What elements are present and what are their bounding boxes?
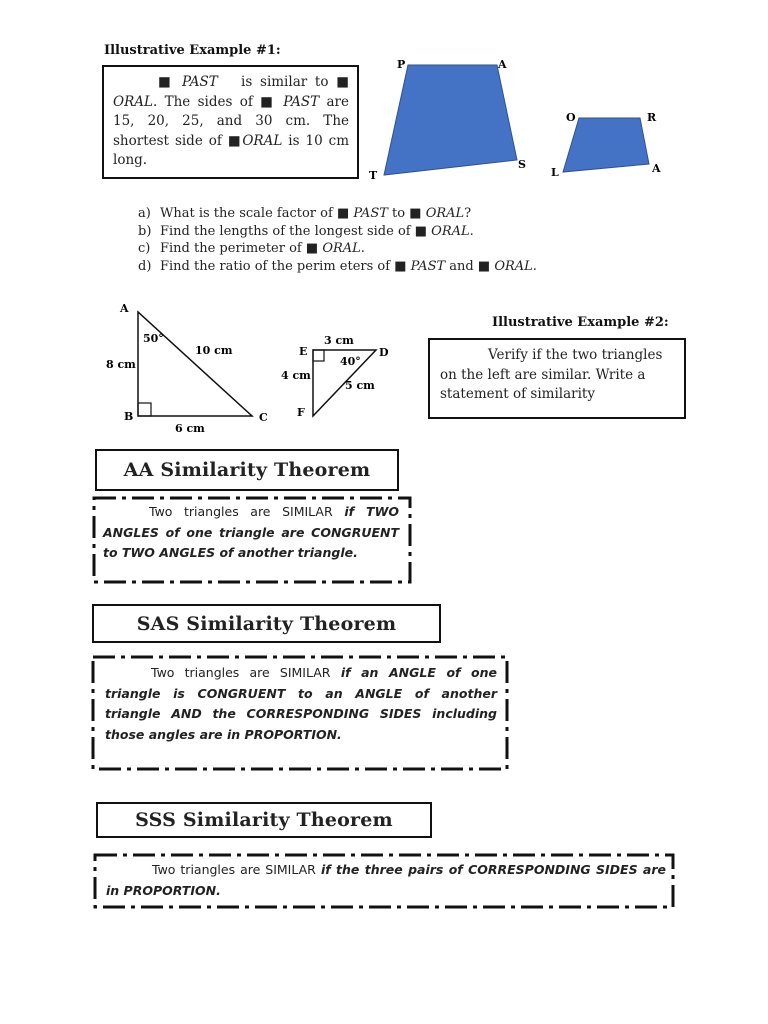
square-icon: ■ — [260, 93, 276, 110]
label-vertex-c: C — [259, 411, 268, 424]
square-icon: ■ — [414, 223, 428, 239]
sas-theorem-title: SAS Similarity Theorem — [92, 604, 441, 643]
example2-box — [428, 338, 686, 419]
label-vertex-e: E — [299, 345, 308, 358]
quadrilateral-figures — [360, 50, 680, 185]
aa-theorem-body: Two triangles are SIMILAR if TWO ANGLES of one triangle are CONGRUENT to TWO ANGLES of another triangle. — [103, 504, 400, 560]
square-icon: ■ — [477, 258, 491, 274]
label-a2: A — [652, 162, 661, 175]
right-angle-marker — [138, 403, 151, 416]
angle-d-label: 40° — [340, 355, 361, 368]
label-r: R — [647, 111, 657, 124]
side-ef-label: 4 cm — [281, 369, 311, 382]
square-icon: ■ — [336, 206, 350, 221]
side-fd-label: 5 cm — [345, 379, 375, 392]
list-item: b) Find the lengths of the longest side of ■ ORAL. — [138, 223, 474, 239]
example2-text: Verify if the two triangles on the left are similar. Write a statement of similarity — [440, 347, 663, 402]
label-vertex-d: D — [379, 346, 389, 359]
label-vertex-a: A — [120, 302, 129, 315]
label-t: T — [369, 169, 378, 182]
right-angle-marker — [313, 350, 324, 361]
list-item: d) Find the ratio of the perim eters of ■ PAST and ■ ORAL. — [138, 258, 537, 274]
example1-text: ■ PAST is similar to ■ ORAL. The sides of ■ PAST are 15, 20, 25, and 30 cm. The shortest side of ■ORAL is 10 cm long. — [113, 74, 350, 168]
label-p: P — [397, 58, 406, 71]
label-a1: A — [498, 58, 507, 71]
label-o: O — [566, 111, 576, 124]
sss-theorem-body: Two triangles are SIMILAR if the three pairs of CORRESPONDING SIDES are in PROPORTION. — [106, 862, 667, 898]
side-ed-label: 3 cm — [324, 334, 354, 347]
square-icon: ■ — [305, 241, 319, 256]
example1-box — [102, 65, 359, 179]
triangle-abc — [138, 312, 252, 416]
side-ac-label: 10 cm — [195, 344, 233, 357]
square-icon: ■ — [409, 206, 422, 221]
label-vertex-b: B — [124, 410, 134, 423]
aa-theorem-title: AA Similarity Theorem — [95, 449, 399, 491]
label-s: S — [518, 158, 526, 171]
question-list — [138, 205, 537, 275]
side-bc-label: 6 cm — [175, 422, 205, 435]
example1-title: Illustrative Example #1: — [104, 43, 281, 58]
side-ab-label: 8 cm — [106, 358, 136, 371]
quadrilateral-oral — [563, 118, 649, 172]
sss-theorem-title: SSS Similarity Theorem — [96, 802, 432, 838]
square-icon: ■ — [227, 132, 243, 149]
label-vertex-f: F — [297, 406, 305, 419]
triangle-figures — [100, 298, 400, 438]
list-item: c) Find the perimeter of ■ ORAL. — [138, 241, 365, 256]
sas-theorem-body: Two triangles are SIMILAR if an ANGLE of one triangle is CONGRUENT to an ANGLE of another triangle AND the CORRESPONDING SIDES including those angles are in PROPORTION. — [105, 665, 498, 742]
square-icon: ■ — [394, 258, 407, 274]
example2-title: Illustrative Example #2: — [492, 315, 669, 330]
square-icon: ■ — [336, 74, 350, 90]
label-l: L — [551, 166, 559, 179]
quadrilateral-past — [384, 65, 517, 175]
list-item: a) What is the scale factor of ■ PAST to ■ ORAL? — [138, 206, 472, 221]
square-icon: ■ — [158, 74, 175, 90]
angle-a-label: 50° — [143, 332, 164, 345]
